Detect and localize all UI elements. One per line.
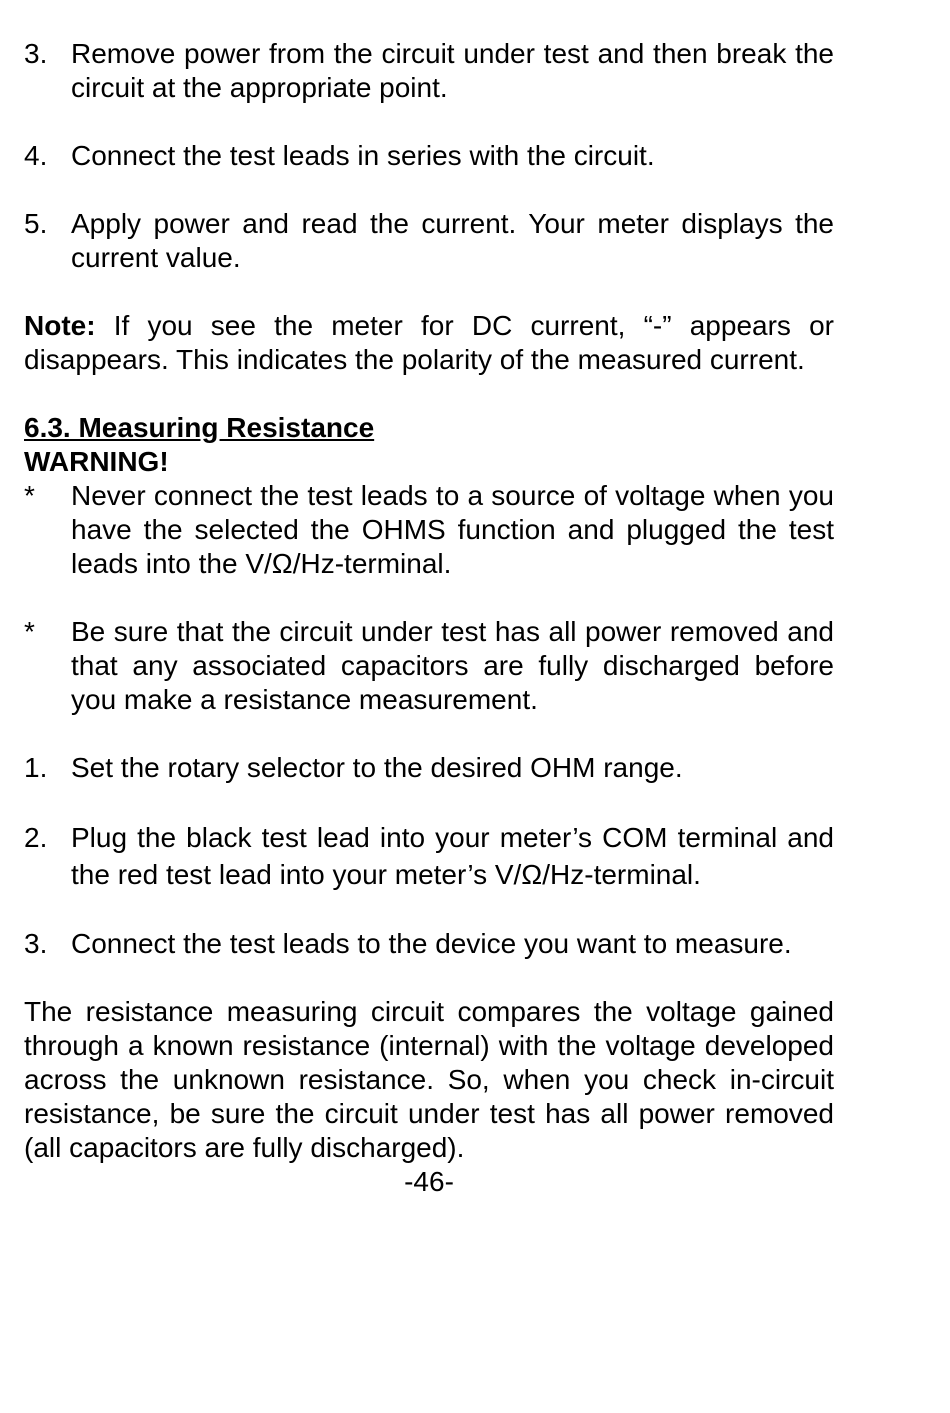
step-item [24, 37, 834, 105]
bullet-marker: * [24, 480, 35, 511]
step-number: 4. [24, 140, 48, 171]
page-number: -46- [404, 1166, 454, 1197]
step-item [24, 927, 834, 961]
section-heading: 6.3. Measuring Resistance [24, 412, 375, 443]
step-text: Remove power from the circuit under test and then break the circuit at the appropriate point. [71, 38, 834, 103]
step-number: 3. [24, 928, 48, 959]
bullet-marker: * [24, 616, 35, 647]
step-item [24, 139, 834, 173]
warning-item [24, 615, 834, 717]
step-text: Apply power and read the current. Your meter displays the current value. [71, 208, 834, 273]
note-paragraph [24, 309, 834, 377]
step-text: Plug the black test lead into your meter’s COM terminal and the red test lead into your meter’s V/Ω/Hz-terminal. [71, 822, 834, 890]
warning-title: WARNING! [24, 446, 169, 477]
closing-paragraph: The resistance measuring circuit compares the voltage gained through a known resistance (internal) with the voltage developed across the unknown resistance. So, when you check in-circuit resistance, be sure the circuit under test has all power removed (all capacitors are fully discharged). [24, 996, 834, 1163]
warning-item [24, 479, 834, 581]
step-number: 5. [24, 208, 48, 239]
step-number: 3. [24, 38, 48, 69]
step-item [24, 819, 834, 893]
step-text: Connect the test leads in series with the circuit. [71, 140, 655, 171]
step-text: Connect the test leads to the device you want to measure. [71, 928, 792, 959]
step-number: 2. [24, 822, 48, 853]
manual-page [24, 37, 834, 1199]
note-label: Note: [24, 310, 96, 341]
warning-text: Be sure that the circuit under test has all power removed and that any associated capacitors are fully discharged before you make a resistance measurement. [71, 616, 834, 715]
step-text: Set the rotary selector to the desired OHM range. [71, 752, 683, 783]
step-item [24, 751, 834, 785]
step-number: 1. [24, 752, 48, 783]
step-item [24, 207, 834, 275]
warning-text: Never connect the test leads to a source of voltage when you have the selected the OHMS function and plugged the test leads into the V/Ω/Hz-terminal. [71, 480, 834, 579]
note-text: If you see the meter for DC current, “-” appears or disappears. This indicates the polarity of the measured current. [24, 310, 834, 375]
